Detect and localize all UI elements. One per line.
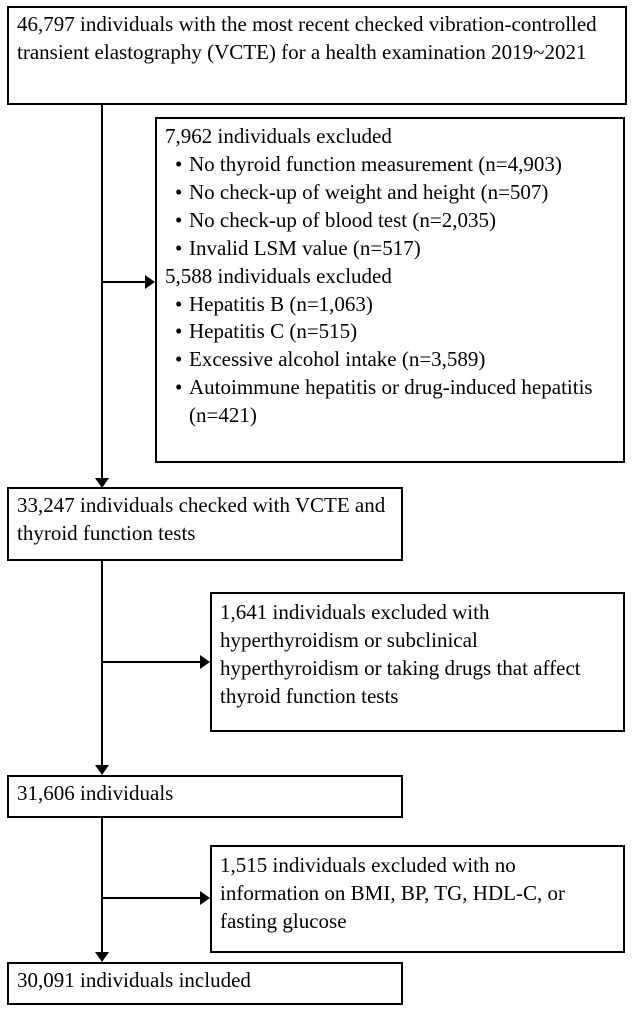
initial-population-text: 46,797 individuals with the most recent checked vibration-controlled transient elastography (VCTE) for a health examination 2019~2021 xyxy=(17,12,597,64)
list-item xyxy=(165,207,615,235)
exclusion1-item: Excessive alcohol intake (n=3,589) xyxy=(189,347,486,372)
exclusion1-item: No thyroid function measurement (n=4,903) xyxy=(189,151,562,176)
flow-box-included xyxy=(7,962,403,1005)
flow-box-initial-population xyxy=(7,6,627,105)
arrowhead-right-2-icon xyxy=(200,655,210,669)
flow-box-31606 xyxy=(7,775,403,818)
exclusion-box-2 xyxy=(210,592,625,732)
list-item xyxy=(165,291,615,319)
box-31606-text: 31,606 individuals xyxy=(17,781,174,805)
bullet-icon xyxy=(165,346,189,374)
arrowhead-down-3-icon xyxy=(95,952,109,962)
exclusion3-text: 1,515 individuals excluded with no information on BMI, BP, TG, HDL-C, or fasting glucose xyxy=(220,853,565,933)
exclusion1-group2-title: 5,588 individuals excluded xyxy=(165,263,392,288)
exclusion1-item: No check-up of blood test (n=2,035) xyxy=(189,207,496,232)
exclusion1-item: No check-up of weight and height (n=507) xyxy=(189,179,549,204)
exclusion1-item: Hepatitis C (n=515) xyxy=(189,319,358,344)
exclusion-box-1 xyxy=(155,117,625,463)
exclusion1-group1-title: 7,962 individuals excluded xyxy=(165,124,392,148)
bullet-icon xyxy=(165,151,189,179)
arrowhead-down-2-icon xyxy=(95,765,109,775)
exclusion-box-3 xyxy=(210,845,625,953)
flow-box-vcte-thyroid xyxy=(7,487,403,561)
connector-line-2 xyxy=(101,561,103,767)
bullet-icon xyxy=(165,374,189,430)
bullet-icon xyxy=(165,291,189,319)
list-item xyxy=(165,235,615,263)
bullet-icon xyxy=(165,318,189,346)
connector-line-3 xyxy=(101,818,103,954)
arrowhead-right-3-icon xyxy=(200,891,210,905)
arrowhead-right-1-icon xyxy=(145,275,155,289)
connector-line-1 xyxy=(101,105,103,481)
bullet-icon xyxy=(165,179,189,207)
exclusion2-text: 1,641 individuals excluded with hyperthyroidism or subclinical hyperthyroidism or taking drugs that affect thyroid function tests xyxy=(220,600,581,708)
branch-line-2 xyxy=(101,661,201,663)
box-included-text: 30,091 individuals included xyxy=(17,968,251,992)
list-item xyxy=(165,318,615,346)
list-item xyxy=(165,179,615,207)
list-item xyxy=(165,151,615,179)
exclusion1-item: Invalid LSM value (n=517) xyxy=(189,235,421,260)
exclusion1-item: Hepatitis B (n=1,063) xyxy=(189,291,373,316)
bullet-icon xyxy=(165,207,189,235)
bullet-icon xyxy=(165,235,189,263)
list-item xyxy=(165,346,615,374)
exclusion1-item: Autoimmune hepatitis or drug-induced hepatitis (n=421) xyxy=(189,375,593,428)
list-item xyxy=(165,374,615,430)
branch-line-1 xyxy=(101,281,146,283)
vcte-thyroid-text: 33,247 individuals checked with VCTE and thyroid function tests xyxy=(17,493,386,545)
branch-line-3 xyxy=(101,897,201,899)
